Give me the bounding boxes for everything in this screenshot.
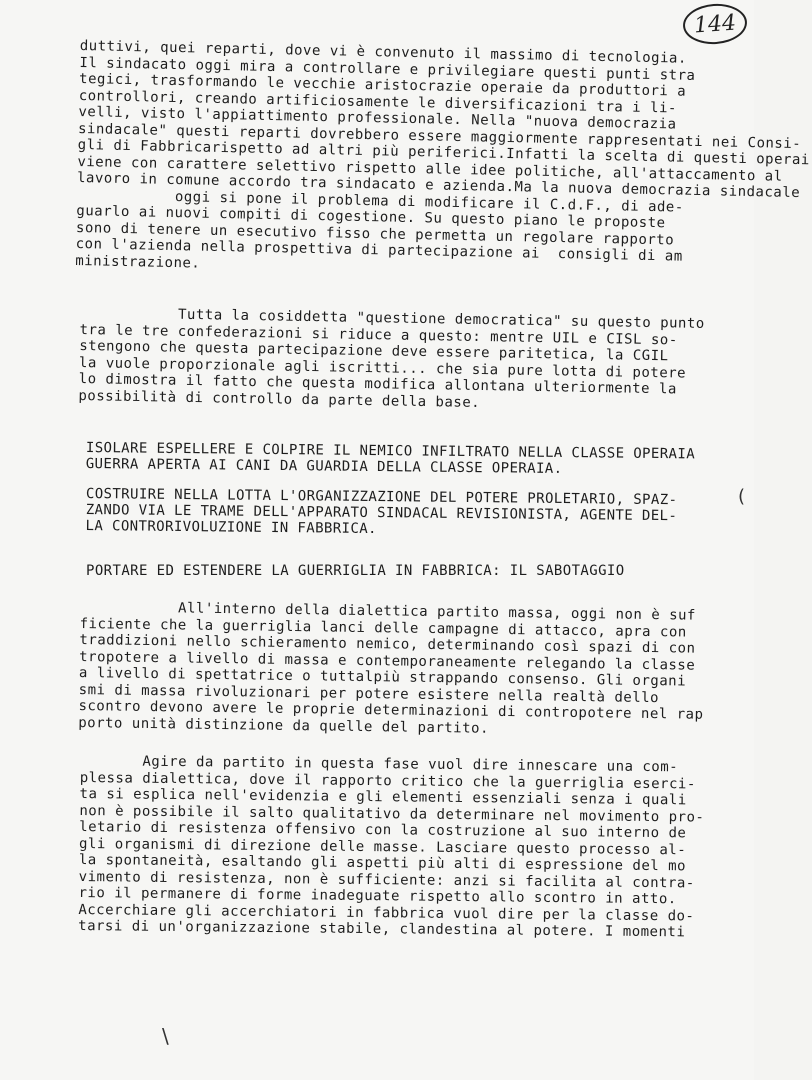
paragraph-1: duttivi, quei reparti, dove vi è convenuto il massimo di tecnologia. Il sindacato oggi mira a controllare e privilegiare questi punti stra tegici, trasformando le vecchie aristocrazie operaie da produttori a controllori, creando artificiosamente le diversificazioni tra i li- velli, visto l'appiattimento professionale. Nella "nuova democrazia sindacale" questi reparti dovrebbero essere maggiormente rappresentati nei Consi- gli di Fabbricarispetto ad altri più periferici.Infatti la scelta di questi operai viene con carattere selettivo rispetto alle idee politiche, all'attaccamento al lavoro in comune accordo tra sindacato e azienda.Ma la nuova democrazia sindacale oggi si pone il problema di modificare il C.d.F., di ade- guarlo ai nuovi compiti di cogestione. Su questo piano le proposte sono di tenere un esecutivo fisso che permetta un regolare rapporto con l'azienda nella prospettiva di partecipazione ai consigli di am ministrazione. [75,38,810,272]
slogan-2: COSTRUIRE NELLA LOTTA L'ORGANIZZAZIONE DEL POTERE PROLETARIO, SPAZ- ZANDO VIA LE TRAME DELL'APPARATO SINDACAL REVISIONISTA, AGENTE DEL- LA CONTRORIVOLUZIONE IN FABBRICA. [85,486,678,538]
section-heading: PORTARE ED ESTENDERE LA GUERRIGLIA IN FABBRICA: IL SABOTAGGIO [86,563,625,579]
margin-mark: \ [162,1024,169,1048]
margin-mark: ( [738,486,746,507]
paragraph-4: Agire da partito in questa fase vuol dire innescare una com- plessa dialettica, dove il rapporto critico che la guerriglia eserci- ta si esplica nell'evidenzia e gli elementi essenziali senza i quali non è possibile il salto qualitativo da determinare nel movimento pro- letario di resistenza offensivo con la costruzione al suo interno de gli organismi di direzione delle masse. Lasciare questo processo al- la spontaneità, esaltando gli aspetti più alti di espressione del mo vimento di resistenza, non è sufficiente: anzi si facilita al contra- rio il permanere di forme inadeguate rispetto allo scontro in atto. Accerchiare gli accerchiatori in fabbrica vuol dire per la classe do- tarsi di un'organizzazione stabile, clandestina al potere. I momenti [78,753,705,941]
paragraph-3: All'interno della dialettica partito massa, oggi non è suf ficiente che la guerriglia lanci delle campagne di attacco, apra con traddizioni nello schieramento nemico, determinando così spazi di con tropotere a livello di massa e contemporaneamente relegando la classe a livello di spettatrice o tuttalpiù strappando consenso. Gli organi smi di massa rivoluzionari per potere esistere nella realtà dello scontro devono avere le proprie determinazioni di contropotere nel rap porto unità distinzione da quelle del partito. [78,599,704,737]
paragraph-2: Tutta la cosiddetta "questione democratica" su questo punto tra le tre confederazioni si riduce a questo: mentre UIL e CISL so- stengono che questa partecipazione deve essere paritetica, la CGIL la vuole proporzionale agli iscritti... che sia pure lotta di potere lo dimostra il fatto che questa modifica allontana ulteriormente la possibilità di controllo da parte della base. [78,305,705,411]
page-number: 144 [682,2,749,46]
slogan-1: ISOLARE ESPELLERE E COLPIRE IL NEMICO INFILTRATO NELLA CLASSE OPERAIA GUERRA APERTA AI CANI DA GUARDIA DELLA CLASSE OPERAIA. [85,440,696,477]
